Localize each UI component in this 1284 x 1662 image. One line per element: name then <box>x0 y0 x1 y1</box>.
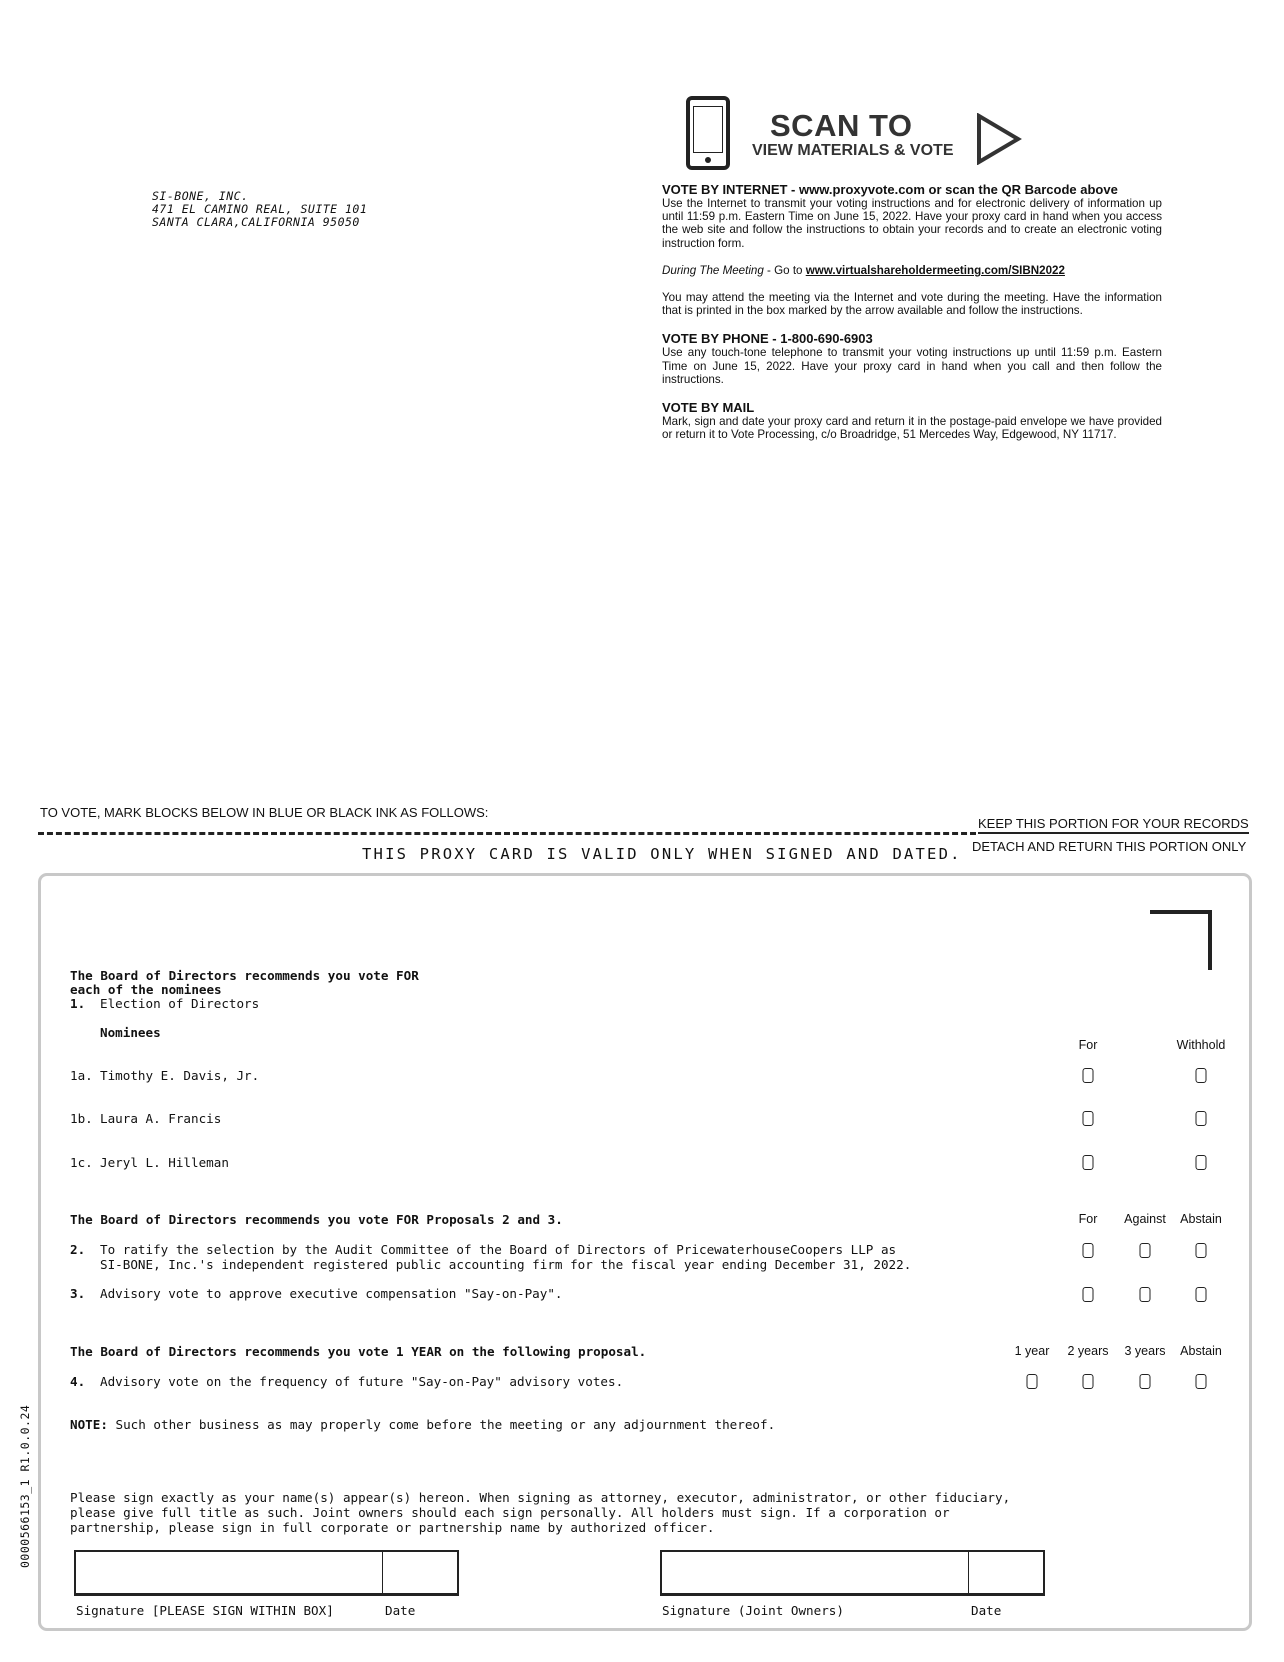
sign-instructions-3: partnership, please sign in full corporate or partnership name by authorized officer. <box>70 1520 715 1535</box>
meeting-url-link[interactable]: www.virtualshareholdermeeting.com/SIBN2022 <box>805 263 1065 277</box>
scan-title: SCAN TO <box>770 108 913 143</box>
checkbox-1c-withhold[interactable] <box>1196 1155 1207 1170</box>
detach-portion-label: DETACH AND RETURN THIS PORTION ONLY <box>972 839 1247 854</box>
nominee-1c-name: Jeryl L. Hilleman <box>100 1155 229 1170</box>
vote-mail-body: Mark, sign and date your proxy card and return it in the postage-paid envelope we have provided or return it to Vote Processing, c/o Broadridge, 51 Mercedes Way, Edgewood, NY 11717. <box>662 415 1162 442</box>
keep-portion-label: KEEP THIS PORTION FOR YOUR RECORDS <box>978 816 1249 834</box>
nominee-1b-name: Laura A. Francis <box>100 1111 222 1126</box>
address-line-1: SI-BONE, INC. <box>152 189 249 203</box>
meeting-goto: - Go to <box>763 263 806 277</box>
col-against-header: Against <box>1124 1212 1166 1226</box>
checkbox-p2-abstain[interactable] <box>1196 1243 1207 1258</box>
proposal3-number: 3. <box>70 1286 86 1301</box>
checkbox-1b-for[interactable] <box>1083 1111 1094 1126</box>
proposal4-text: Advisory vote on the frequency of future "Say-on-Pay" advisory votes. <box>100 1374 624 1389</box>
vote-mail-heading: VOTE BY MAIL <box>662 400 755 416</box>
play-arrow-icon <box>976 113 1022 165</box>
checkbox-1c-for[interactable] <box>1083 1155 1094 1170</box>
col-for-header: For <box>1078 1038 1098 1052</box>
proposal2-line1: To ratify the selection by the Audit Committee of the Board of Directors of PricewaterhouseCoopers LLP as <box>100 1242 897 1257</box>
nominee-1a-name: Timothy E. Davis, Jr. <box>100 1068 260 1083</box>
signature-box-1[interactable] <box>74 1550 459 1596</box>
meeting-italic: During The Meeting <box>662 263 764 277</box>
nominee-1c-id: 1c. <box>70 1155 93 1170</box>
sign-instructions-2: please give full title as such. Joint owners should each sign personally. All holders must sign. If a corporation or <box>70 1505 950 1520</box>
section3-recommend: The Board of Directors recommends you vote 1 YEAR on the following proposal. <box>70 1344 647 1359</box>
checkbox-p4-abstain[interactable] <box>1196 1374 1207 1389</box>
meeting-body: You may attend the meeting via the Internet and vote during the meeting. Have the information that is printed in the box marked by the arrow available and follow the instructions. <box>662 291 1162 318</box>
col-withhold-header: Withhold <box>1176 1038 1226 1052</box>
proposal2-line2: SI-BONE, Inc.'s independent registered public accounting firm for the fiscal year ending December 31, 2022. <box>100 1257 912 1272</box>
item1-text: Election of Directors <box>100 996 260 1011</box>
signature-box-2[interactable] <box>660 1550 1045 1596</box>
checkbox-p4-2years[interactable] <box>1083 1374 1094 1389</box>
section1-recommend-1: The Board of Directors recommends you vote FOR <box>70 968 419 983</box>
document-id: 0000566153_1 R1.0.0.24 <box>18 1404 32 1568</box>
smartphone-icon <box>686 96 730 170</box>
section1-recommend-2: each of the nominees <box>70 982 222 997</box>
signature2-label: Signature (Joint Owners) <box>662 1603 844 1618</box>
checkbox-1b-withhold[interactable] <box>1196 1111 1207 1126</box>
vote-internet-body: Use the Internet to transmit your voting instructions and for electronic delivery of information up until 11:59 p.m. Eastern Time on June 15, 2022. Have your proxy card in hand when you access the web site and follow the instructions to obtain your records and to create an electronic voting instruction form. <box>662 197 1162 250</box>
checkbox-1a-withhold[interactable] <box>1196 1068 1207 1083</box>
proposal3-text: Advisory vote to approve executive compensation "Say-on-Pay". <box>100 1286 563 1301</box>
checkbox-1a-for[interactable] <box>1083 1068 1094 1083</box>
company-address <box>152 190 367 229</box>
valid-notice: THIS PROXY CARD IS VALID ONLY WHEN SIGNED AND DATED. <box>362 845 962 863</box>
date1-label: Date <box>385 1603 416 1618</box>
col-abstain-header: Abstain <box>1180 1212 1222 1226</box>
signature1-label: Signature [PLEASE SIGN WITHIN BOX] <box>76 1603 334 1618</box>
checkbox-p4-3years[interactable] <box>1140 1374 1151 1389</box>
note-label: NOTE: <box>70 1417 108 1432</box>
proposal4-number: 4. <box>70 1374 86 1389</box>
checkbox-p2-for[interactable] <box>1083 1243 1094 1258</box>
corner-mark <box>1150 910 1212 970</box>
vote-phone-body: Use any touch-tone telephone to transmit your voting instructions up until 11:59 p.m. Eastern Time on June 15, 2022. Have your proxy card in hand when you call and then follow the instructions. <box>662 346 1162 386</box>
meeting-line <box>662 264 1162 277</box>
checkbox-p2-against[interactable] <box>1140 1243 1151 1258</box>
checkbox-p4-1year[interactable] <box>1027 1374 1038 1389</box>
checkbox-p3-for[interactable] <box>1083 1287 1094 1302</box>
nominee-1b-id: 1b. <box>70 1111 93 1126</box>
proposal2-number: 2. <box>70 1242 86 1257</box>
col-abstain-header-3: Abstain <box>1180 1344 1222 1358</box>
address-line-3: SANTA CLARA,CALIFORNIA 95050 <box>152 215 360 229</box>
vote-internet-heading: VOTE BY INTERNET - www.proxyvote.com or scan the QR Barcode above <box>662 182 1118 197</box>
col-1year-header: 1 year <box>1014 1344 1050 1358</box>
address-line-2: 471 EL CAMINO REAL, SUITE 101 <box>152 202 368 216</box>
note-line <box>70 1417 775 1432</box>
checkbox-p3-abstain[interactable] <box>1196 1287 1207 1302</box>
to-vote-instructions: TO VOTE, MARK BLOCKS BELOW IN BLUE OR BLACK INK AS FOLLOWS: <box>40 805 489 820</box>
checkbox-p3-against[interactable] <box>1140 1287 1151 1302</box>
nominees-label: Nominees <box>100 1025 161 1040</box>
col-2years-header: 2 years <box>1067 1344 1109 1358</box>
col-3years-header: 3 years <box>1124 1344 1166 1358</box>
detach-line <box>38 832 976 835</box>
col-for-header-2: For <box>1078 1212 1098 1226</box>
sign-instructions-1: Please sign exactly as your name(s) appear(s) hereon. When signing as attorney, executor, administrator, or other fiduciary, <box>70 1490 1011 1505</box>
scan-subtitle: VIEW MATERIALS & VOTE <box>752 142 954 159</box>
date2-label: Date <box>971 1603 1002 1618</box>
section2-recommend: The Board of Directors recommends you vote FOR Proposals 2 and 3. <box>70 1212 563 1227</box>
nominee-1a-id: 1a. <box>70 1068 93 1083</box>
item1-number: 1. <box>70 996 86 1011</box>
vote-phone-heading: VOTE BY PHONE - 1-800-690-6903 <box>662 331 873 347</box>
voting-instructions <box>662 182 1162 441</box>
note-text: Such other business as may properly come before the meeting or any adjournment thereof. <box>107 1417 776 1432</box>
